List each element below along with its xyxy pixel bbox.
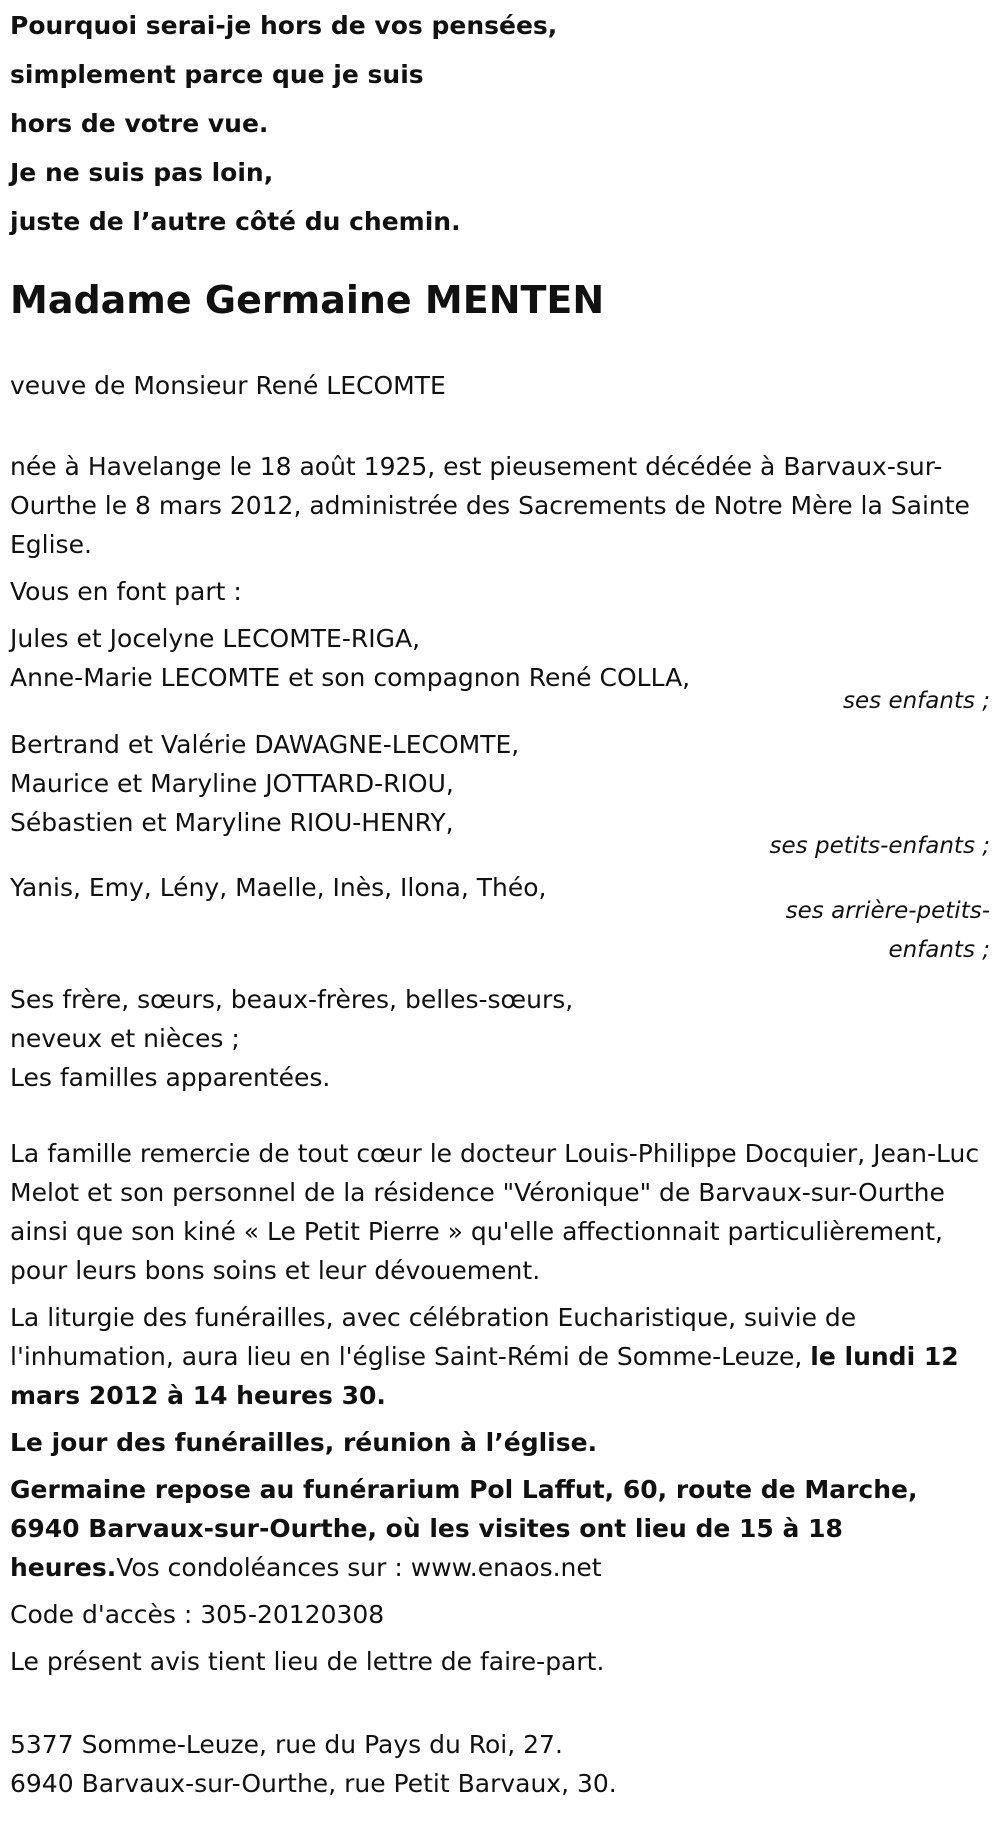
role-label: ses enfants ; [843,688,990,714]
notice-text: Le présent avis tient lieu de lettre de faire-part. [10,1647,605,1676]
liturgy-date: le lundi 12 mars 2012 à 14 heures 30. [10,1342,959,1410]
family-line: Anne-Marie LECOMTE et son compagnon René COLLA, [10,663,691,692]
family-line: Ses frère, sœurs, beaux-frères, belles-sœurs, [10,985,574,1014]
family-line: Bertrand et Valérie DAWAGNE-LECOMTE, [10,730,520,759]
address-block [10,1725,990,1803]
role-label: ses arrière-petits-enfants ; [785,898,990,963]
role-label: ses petits-enfants ; [769,833,990,859]
poem-line: Je ne suis pas loin, [10,158,274,187]
poem [10,1,990,246]
relatives-group [10,980,990,1097]
poem-line: juste de l’autre côté du chemin. [10,207,461,236]
deceased-name: Madame Germaine MENTEN [10,278,605,322]
grandchildren-group [10,725,990,866]
family-line: Maurice et Maryline JOTTARD-RIOU, [10,769,454,798]
access-code: Code d'accès : 305-20120308 [10,1600,385,1629]
poem-line: simplement parce que je suis [10,60,424,89]
funeral-home-text: Germaine repose au funérarium Pol Laffut, 60, route de Marche, 6940 Barvaux-sur-Ourthe, où les visites ont lieu de 15 à 18 heures. [10,1475,918,1582]
children-group [10,619,990,721]
condolences-text: Vos condoléances sur : www.enaos.net [116,1553,602,1582]
widow-of: veuve de Monsieur René LECOMTE [10,371,446,400]
birth-death-paragraph: née à Havelange le 18 août 1925, est pieusement décédée à Barvaux-sur-Ourthe le 8 mars 2012, administrée des Sacrements de Notre Mère la Sainte Eglise. [10,452,970,559]
address-line: 5377 Somme-Leuze, rue du Pays du Roi, 27. [10,1730,563,1759]
thanks-paragraph: La famille remercie de tout cœur le docteur Louis-Philippe Docquier, Jean-Luc Melot et son personnel de la résidence "Véronique" de Barvaux-sur-Ourthe ainsi que son kiné « Le Petit Pierre » qu'elle affectionnait particulièrement, pour leurs bons soins et leur dévouement. [10,1139,980,1285]
poem-line: hors de votre vue. [10,109,269,138]
announce-intro: Vous en font part : [10,577,242,606]
family-line: Les familles apparentées. [10,1063,331,1092]
poem-line: Pourquoi serai-je hors de vos pensées, [10,11,558,40]
liturgy-paragraph [10,1298,990,1415]
family-line: Yanis, Emy, Lény, Maelle, Inès, Ilona, Théo, [10,873,547,902]
family-line: Sébastien et Maryline RIOU-HENRY, [10,808,454,837]
liturgy-text: La liturgie des funérailles, avec célébration Eucharistique, suivie de l'inhumation, aura lieu en l'église Saint-Rémi de Somme-Leuze, [10,1303,857,1371]
meeting-text: Le jour des funérailles, réunion à l’église. [10,1428,598,1457]
great-grandchildren-group [10,868,990,970]
meeting-note [10,1423,990,1462]
address-line: 6940 Barvaux-sur-Ourthe, rue Petit Barvaux, 30. [10,1769,617,1798]
family-line: neveux et nièces ; [10,1024,240,1053]
obituary-notice [10,0,990,1803]
funeral-home-paragraph [10,1470,990,1587]
family-line: Jules et Jocelyne LECOMTE-RIGA, [10,624,421,653]
